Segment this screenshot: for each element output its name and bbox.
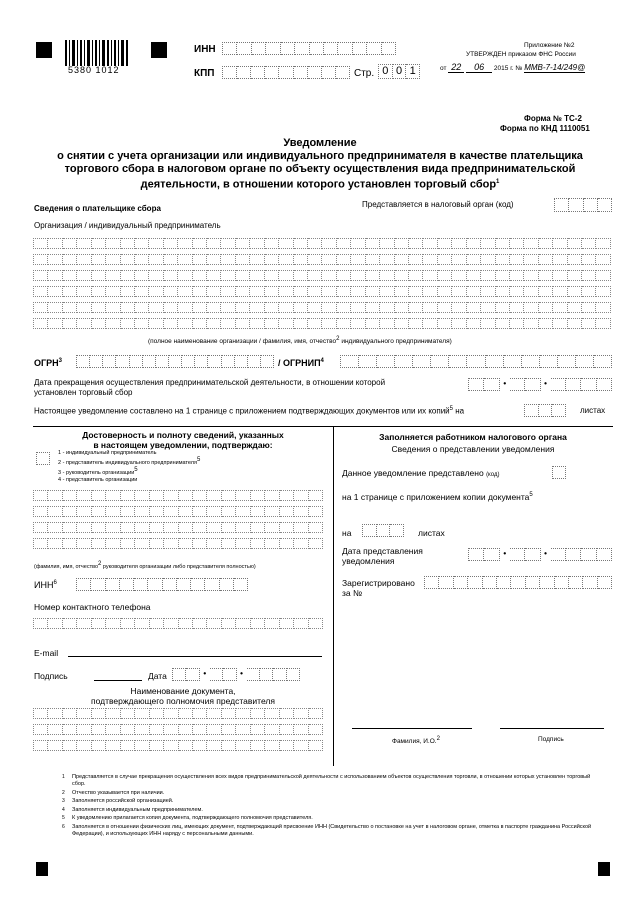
fio-line[interactable]: [352, 728, 472, 729]
ogrnip-label: / ОГРНИП$^4$: [278, 358, 324, 368]
document-title: Уведомление о снятии с учета организации или индивидуального предпринимателя в качестве плательщика торгового сбора в налоговом органе по объекту осуществления вида предпринимательской деятельности, в отношении которого установлен торговый сбор$^1$: [57, 137, 583, 191]
signature-line[interactable]: [500, 728, 604, 729]
one-page-label: на 1 странице с приложением копии документа$^5$: [342, 492, 533, 502]
order-month: 06: [466, 62, 492, 73]
pages-text: Настоящее уведомление составлено на 1 странице с приложением подтверждающих документов или их копий$^5$ на: [34, 406, 465, 416]
footnote: 5 К уведомлению прилагается копия документа, подтверждающего полномочия представителя.: [62, 815, 313, 821]
fio-caption: Фамилия, И.О.2: [392, 736, 440, 746]
phone-label: Номер контактного телефона: [34, 602, 151, 612]
corner-mark-top-mid: [151, 42, 167, 58]
tax-authority-label: Представляется в налоговый орган (код): [362, 200, 514, 209]
footnotes: [62, 774, 602, 839]
inn-cells[interactable]: [222, 42, 396, 55]
corner-mark-bottom-right: [598, 862, 610, 876]
corner-mark-bottom-left: [36, 862, 48, 876]
page-label: Стр.: [354, 68, 375, 79]
doc-label: Наименование документа, подтверждающего полномочия представителя: [91, 686, 275, 706]
form-knd: Форма по КНД 1110051: [500, 124, 590, 133]
email-line[interactable]: [68, 656, 322, 657]
date-label: Дата: [148, 671, 167, 681]
page-cells[interactable]: 0 0 1: [378, 64, 420, 79]
footnote: 4 Заполняется индивидуальным предпринимателем.: [62, 806, 203, 813]
registered-cells[interactable]: [424, 576, 612, 589]
office-subtitle: Сведения о представлении уведомления: [391, 444, 555, 454]
submitted-cell[interactable]: [552, 466, 566, 479]
termination-date-label: Дата прекращения осуществления предпринимательской деятельности, в отношении которой установлен торговый сбор: [34, 378, 386, 397]
order-date-line: от 22 06 2015 г. № ММВ-7-14/249@: [440, 62, 586, 72]
org-label: Организация / индивидуальный предприниматель: [34, 221, 221, 230]
appendix-line1: Приложение №2: [524, 42, 575, 49]
inn-label: ИНН: [194, 44, 216, 55]
signer-inn-cells[interactable]: [76, 578, 248, 591]
section-divider: [33, 426, 613, 427]
signer-options: 1 - индивидуальный предприниматель 2 - представитель индивидуального предпринимателя5 3 - руководитель организации5 4 - представитель организации: [58, 450, 201, 483]
sign-label: Подпись: [34, 671, 68, 681]
submitted-label: Данное уведомление представлено (код): [342, 468, 500, 478]
order-day: 22: [448, 62, 464, 73]
pages-sheets: листах: [580, 406, 606, 415]
ogrn-label: ОГРН$^3$: [34, 358, 62, 368]
on-label: на: [342, 528, 352, 538]
kpp-label: КПП: [194, 68, 215, 79]
submission-date-label: Дата представления уведомления: [342, 546, 423, 566]
barcode: [64, 40, 130, 74]
pages-cells[interactable]: [524, 404, 566, 417]
order-number: ММВ-7-14/249@: [524, 63, 586, 72]
org-name-caption: (полное наименование организации / фамилия, имя, отчество2 индивидуального предпринимателя): [148, 336, 452, 346]
payer-section-title: Сведения о плательщике сбора: [34, 204, 161, 213]
appendix-line2: УТВЕРЖДЕН приказом ФНС России: [466, 51, 576, 58]
termination-date-cells[interactable]: • •: [468, 378, 612, 391]
footnote: 3 Заполняется российской организацией.: [62, 798, 174, 804]
signer-inn-label: ИНН$^6$: [34, 580, 57, 590]
registered-label: Зарегистрировано за №: [342, 578, 415, 598]
sign-date-cells[interactable]: • •: [172, 668, 300, 681]
kpp-cells[interactable]: [222, 66, 350, 79]
signature-caption: Подпись: [538, 736, 564, 743]
phone-cells[interactable]: [33, 618, 323, 629]
email-label: E-mail: [34, 648, 59, 658]
submission-date-cells[interactable]: • •: [468, 548, 612, 561]
footnote: 2 Отчество указывается при наличии.: [62, 789, 165, 796]
tax-authority-cells[interactable]: [554, 198, 612, 212]
sheets-cells[interactable]: [362, 524, 404, 537]
office-title: Заполняется работником налогового органа: [379, 432, 567, 442]
footnote: 6 Заполняется в отношении физических лиц, имеющих документ, подтверждающий присвоение ИНН (Свидетельство о постановке на учет в налоговом органе, отметка в паспорте гражданина Российской Федерации), и использующих ИНН наряду с персональными данными.: [62, 823, 592, 837]
sheets-label: листах: [418, 528, 445, 538]
corner-mark-top-left: [36, 42, 52, 58]
sign-line[interactable]: [94, 680, 142, 681]
signer-type-cell[interactable]: [36, 452, 50, 465]
column-divider: [333, 426, 334, 766]
barcode-number: 5380 1012: [68, 65, 120, 75]
confirm-title: Достоверность и полноту сведений, указанных в настоящем уведомлении, подтверждаю:: [82, 430, 284, 450]
signer-fio-caption: (фамилия, имя, отчество2 руководителя организации либо представителя полностью): [34, 561, 256, 570]
ogrn-cells[interactable]: [76, 355, 274, 368]
footnote: 1 Представляется в случае прекращения осуществления всех видов предпринимательской деятельности с использованием объектов осуществления торговли, в отношении которых установлен торговый сбор.: [62, 774, 591, 787]
ogrnip-cells[interactable]: [340, 355, 612, 368]
form-number: Форма № ТС-2: [524, 114, 582, 123]
